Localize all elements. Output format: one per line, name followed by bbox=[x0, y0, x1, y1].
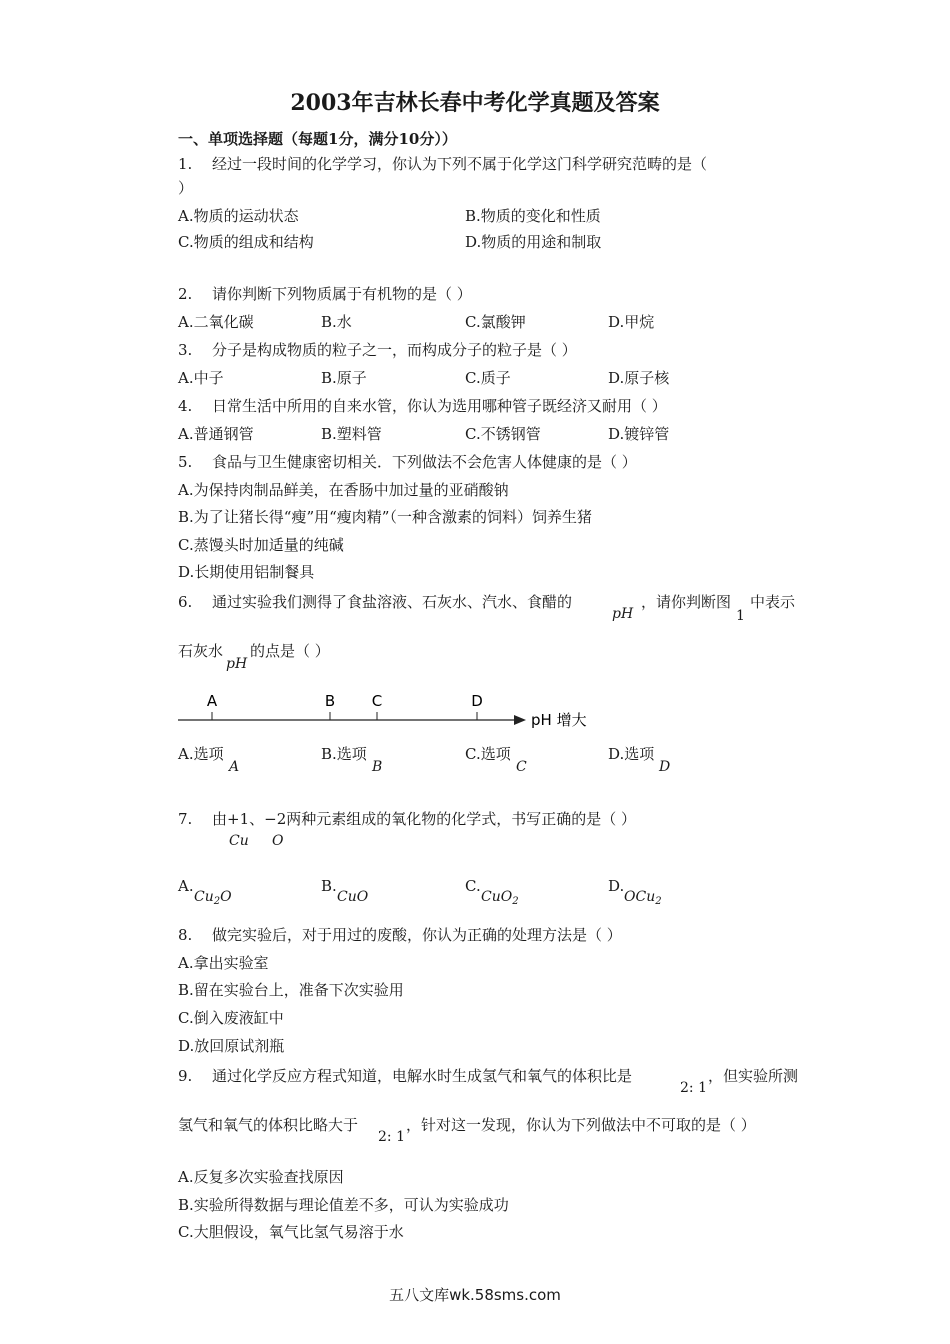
option-a: A.为保持肉制品鲜美，在香肠中加过量的亚硝酸钠 bbox=[178, 481, 509, 499]
option-b-symbol: B bbox=[372, 759, 383, 775]
ratio: 2: 1 bbox=[680, 1080, 707, 1096]
question-stem: 中表示 bbox=[750, 593, 796, 611]
option-d: D.原子核 bbox=[608, 369, 670, 387]
question-1 bbox=[178, 154, 707, 174]
option-a: A.中子 bbox=[178, 369, 224, 387]
question-5 bbox=[178, 452, 637, 472]
question-stem: 石灰水 bbox=[178, 642, 224, 660]
formula-a-sub: 2 bbox=[213, 896, 221, 907]
formula-a-base: Cu bbox=[194, 889, 214, 905]
question-2 bbox=[178, 284, 472, 304]
option-d: D.镀锌管 bbox=[608, 425, 670, 443]
question-stem: 的点是（ ） bbox=[250, 642, 330, 660]
option-b: B.物质的变化和性质 bbox=[465, 207, 601, 225]
question-number: 5. bbox=[178, 453, 193, 471]
formula-b: CuO bbox=[337, 889, 369, 905]
option-d: D.长期使用铝制餐具 bbox=[178, 563, 315, 581]
ph-symbol: pH bbox=[612, 606, 634, 622]
option-a: A.物质的运动状态 bbox=[178, 207, 299, 225]
option-a: A.普通钢管 bbox=[178, 425, 254, 443]
option-d-symbol: D bbox=[659, 759, 671, 775]
option-a: A. bbox=[178, 877, 194, 895]
question-6 bbox=[178, 592, 572, 612]
option-d: D.放回原试剂瓶 bbox=[178, 1037, 285, 1055]
ph-symbol: pH bbox=[226, 656, 248, 672]
option-c: C.倒入废液缸中 bbox=[178, 1009, 284, 1027]
point-label-a: A bbox=[206, 692, 218, 710]
question-stem: 通过化学反应方程式知道，电解水时生成氢气和氧气的体积比是 bbox=[212, 1067, 633, 1085]
valence-o: −2 bbox=[264, 810, 287, 828]
question-stem: 食品与卫生健康密切相关．下列做法不会危害人体健康的是（ ） bbox=[212, 453, 637, 471]
option-b: B.水 bbox=[321, 313, 352, 331]
question-8 bbox=[178, 925, 622, 945]
question-stem-end: ） bbox=[178, 179, 194, 197]
question-number: 1. bbox=[178, 155, 193, 173]
option-a: A.二氧化碳 bbox=[178, 313, 254, 331]
option-c: C.选项 bbox=[465, 745, 511, 763]
option-b: B.实验所得数据与理论值差不多，可认为实验成功 bbox=[178, 1196, 509, 1214]
option-d: D. bbox=[608, 877, 625, 895]
question-stem: 日常生活中所用的自来水管，你认为选用哪种管子既经济又耐用（ ） bbox=[212, 397, 667, 415]
option-c-symbol: C bbox=[516, 759, 527, 775]
question-stem: 请你判断下列物质属于有机物的是（ ） bbox=[212, 285, 472, 303]
formula-d-sub: 2 bbox=[655, 896, 662, 907]
point-label-d: D bbox=[471, 692, 483, 710]
question-stem: 两种元素组成的氧化物的化学式，书写正确的是（ ） bbox=[286, 810, 637, 828]
formula-d bbox=[624, 889, 662, 907]
question-number: 2. bbox=[178, 285, 193, 303]
question-number: 9. bbox=[178, 1067, 193, 1085]
question-stem: 经过一段时间的化学学习，你认为下列不属于化学这门科学研究范畴的是（ bbox=[212, 155, 708, 173]
option-b: B.为了让猪长得“瘦”用“瘦肉精”（一种含激素的饲料）饲养生猪 bbox=[178, 508, 592, 526]
option-b: B. bbox=[321, 877, 337, 895]
question-stem: 通过实验我们测得了食盐溶液、石灰水、汽水、食醋的 bbox=[212, 593, 573, 611]
option-a: A.反复多次实验查找原因 bbox=[178, 1168, 344, 1186]
valence-cu: +1 bbox=[227, 810, 250, 828]
ph-axis-figure bbox=[170, 686, 610, 734]
option-a-symbol: A bbox=[229, 759, 240, 775]
question-number: 6. bbox=[178, 593, 193, 611]
option-c: C.大胆假设，氧气比氢气易溶于水 bbox=[178, 1223, 404, 1241]
point-label-c: C bbox=[371, 692, 383, 710]
question-number: 4. bbox=[178, 397, 193, 415]
formula-c bbox=[481, 889, 519, 907]
option-c: C.氯酸钾 bbox=[465, 313, 526, 331]
question-stem: 做完实验后，对于用过的废酸，你认为正确的处理方法是（ ） bbox=[212, 926, 622, 944]
formula-a bbox=[194, 889, 232, 907]
arrow-head bbox=[514, 715, 526, 725]
question-stem: 由 bbox=[212, 810, 228, 828]
option-c: C. bbox=[465, 877, 481, 895]
option-c: C.不锈钢管 bbox=[465, 425, 541, 443]
axis-label: pH 增大 bbox=[531, 711, 587, 729]
option-b: B.塑料管 bbox=[321, 425, 382, 443]
question-7 bbox=[178, 809, 636, 829]
question-4 bbox=[178, 396, 667, 416]
ratio: 2: 1 bbox=[378, 1129, 405, 1145]
option-c: C.蒸馒头时加适量的纯碱 bbox=[178, 536, 344, 554]
element-cu: Cu bbox=[229, 833, 249, 849]
option-d: D.物质的用途和制取 bbox=[465, 233, 602, 251]
section-heading: 一、单项选择题（每题1分，满分10分）） bbox=[178, 130, 457, 148]
question-stem: 分子是构成物质的粒子之一，而构成分子的粒子是（ ） bbox=[212, 341, 577, 359]
figure-number: 1 bbox=[736, 608, 745, 624]
question-stem: 氢气和氧气的体积比略大于 bbox=[178, 1116, 359, 1134]
question-stem: ，请你判断图 bbox=[641, 593, 732, 611]
option-a: A.拿出实验室 bbox=[178, 954, 269, 972]
separator: 、 bbox=[249, 810, 265, 828]
option-c: C.质子 bbox=[465, 369, 511, 387]
option-c: C.物质的组成和结构 bbox=[178, 233, 314, 251]
question-number: 8. bbox=[178, 926, 193, 944]
option-b: B.原子 bbox=[321, 369, 367, 387]
option-d: D.选项 bbox=[608, 745, 655, 763]
question-number: 3. bbox=[178, 341, 193, 359]
question-9 bbox=[178, 1066, 632, 1086]
formula-c-sub: 2 bbox=[512, 896, 519, 907]
question-stem: ，但实验所测 bbox=[708, 1067, 799, 1085]
question-number: 7. bbox=[178, 810, 193, 828]
page-title: 2003年吉林长春中考化学真题及答案 bbox=[290, 90, 660, 116]
option-d: D.甲烷 bbox=[608, 313, 655, 331]
formula-a-tail: O bbox=[220, 889, 232, 905]
element-o: O bbox=[272, 833, 284, 849]
formula-d-base: OCu bbox=[624, 889, 656, 905]
point-label-b: B bbox=[324, 692, 336, 710]
question-stem: ，针对这一发现，你认为下列做法中不可取的是（ ） bbox=[406, 1116, 756, 1134]
footer-watermark: 五八文库wk.58sms.com bbox=[389, 1286, 561, 1304]
question-3 bbox=[178, 340, 577, 360]
option-b: B.留在实验台上，准备下次实验用 bbox=[178, 981, 404, 999]
option-a: A.选项 bbox=[178, 745, 224, 763]
formula-c-base: CuO bbox=[481, 889, 513, 905]
option-b: B.选项 bbox=[321, 745, 367, 763]
